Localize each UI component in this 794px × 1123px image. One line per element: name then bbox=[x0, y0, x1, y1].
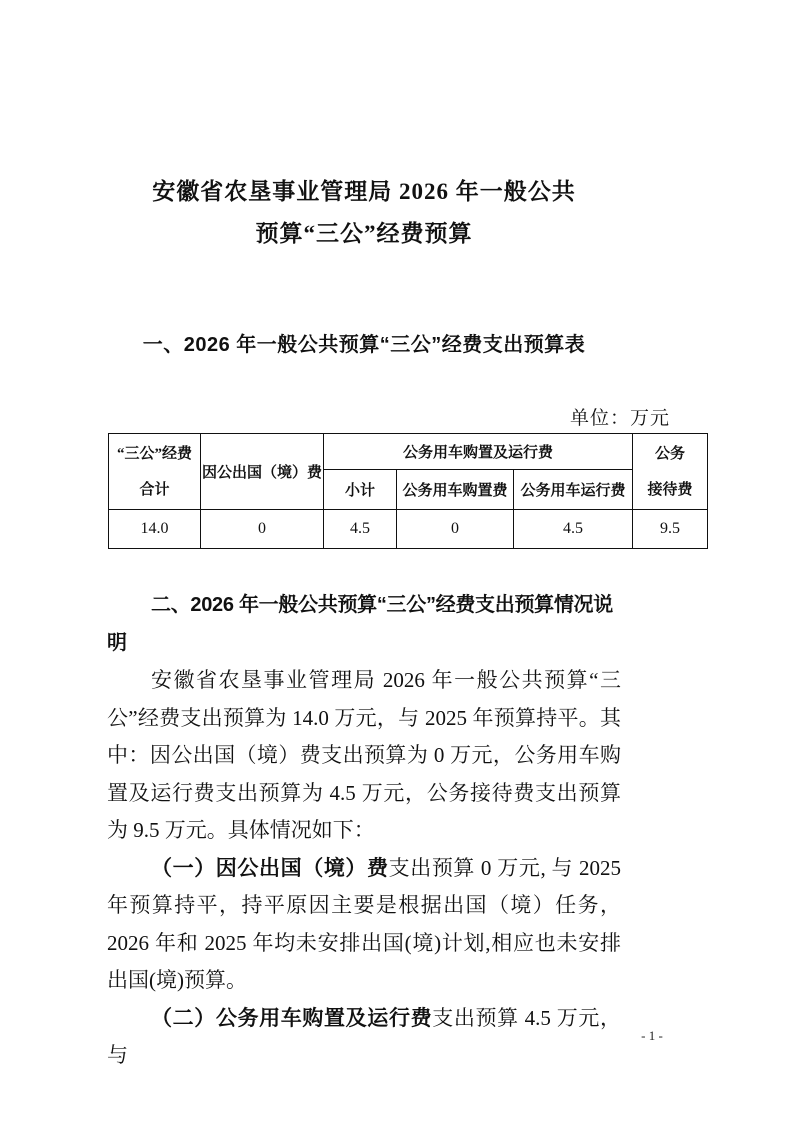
table-value-vehicle-subtotal: 4.5 bbox=[324, 510, 397, 549]
table-header-abroad: 因公出国（境）费 bbox=[201, 434, 324, 510]
section2-heading: 二、2026 年一般公共预算“三公”经费支出预算情况说明 bbox=[107, 594, 613, 654]
table-value-total: 14.0 bbox=[109, 510, 201, 549]
page-number: - 1 - bbox=[641, 1028, 663, 1043]
paragraph-vehicle-text: 支出预算 4.5 万元，与 bbox=[107, 1005, 622, 1067]
table-header-vehicle-subtotal: 小计 bbox=[324, 470, 397, 510]
table-header-row-1 bbox=[109, 434, 708, 470]
document-title-line1: 安徽省农垦事业管理局 2026 年一般公共 bbox=[152, 179, 576, 204]
explanation-section bbox=[107, 587, 621, 1075]
paragraph-abroad-text: 支出预算 0 万元, 与 2025 年预算持平，持平原因主要是根据出国（境）任务，2026 年和 2025 年均未安排出国(境)计划,相应也未安排出国(境)预算。 bbox=[107, 855, 621, 992]
paragraph-vehicle-lead: （二）公务用车购置及运行费 bbox=[151, 1005, 433, 1030]
document-title-line2: 预算“三公”经费预算 bbox=[255, 221, 473, 246]
paragraph-abroad bbox=[107, 850, 621, 1000]
table-header-total bbox=[109, 434, 201, 510]
paragraph-vehicle bbox=[107, 1000, 621, 1075]
table-header-vehicle-purchase: 公务用车购置费 bbox=[397, 470, 514, 510]
table-header-reception bbox=[633, 434, 708, 510]
table-value-vehicle-operation: 4.5 bbox=[514, 510, 633, 549]
table-header-reception-line1: 公务 bbox=[655, 445, 686, 462]
document-title bbox=[107, 171, 621, 255]
table-header-total-line2: 合计 bbox=[139, 481, 170, 498]
table-unit-label: 单位：万元 bbox=[569, 408, 670, 429]
table-header-reception-line2: 接待费 bbox=[647, 481, 693, 498]
table-header-total-line1: “三公”经费 bbox=[116, 445, 192, 462]
table-value-abroad: 0 bbox=[201, 510, 324, 549]
table-value-reception: 9.5 bbox=[633, 510, 708, 549]
table-data-row bbox=[109, 510, 708, 549]
table-header-vehicle-operation: 公务用车运行费 bbox=[514, 470, 633, 510]
paragraph-overview: 安徽省农垦事业管理局 2026 年一般公共预算“三公”经费支出预算为 14.0 万元，与 2025 年预算持平。其中：因公出国（境）费支出预算为 0 万元，公务用车购置及运行费支出预算为 4.5 万元，公务接待费支出预算为 9.5 万元。具体情况如下： bbox=[107, 668, 621, 842]
paragraph-abroad-lead: （一）因公出国（境）费 bbox=[151, 855, 389, 880]
budget-table bbox=[108, 433, 708, 549]
table-value-vehicle-purchase: 0 bbox=[397, 510, 514, 549]
section1-heading: 一、2026 年一般公共预算“三公”经费支出预算表 bbox=[142, 334, 586, 356]
table-header-vehicle-group: 公务用车购置及运行费 bbox=[324, 434, 633, 470]
